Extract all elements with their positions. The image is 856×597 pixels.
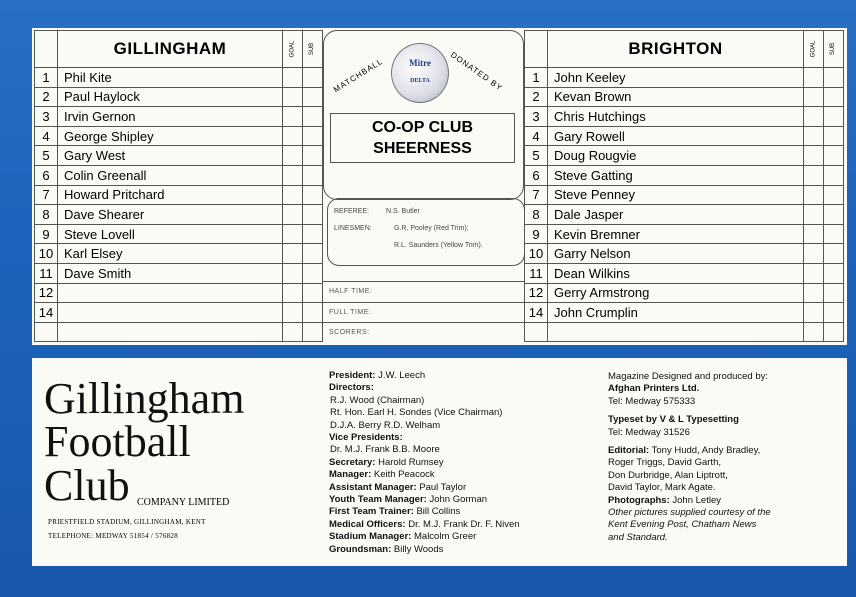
sub-cell bbox=[303, 283, 323, 303]
staff-name: Billy Woods bbox=[391, 543, 444, 555]
sub-cell bbox=[824, 165, 844, 185]
referee-label: REFEREE: bbox=[334, 208, 370, 215]
table-row bbox=[35, 68, 323, 88]
shirt-number bbox=[35, 322, 58, 342]
editorial-label: Editorial: bbox=[608, 445, 650, 457]
table-row bbox=[525, 224, 844, 244]
sub-cell bbox=[303, 322, 323, 342]
staff-name: Rt. Hon. Earl H. Sondes (Vice Chairman) bbox=[330, 407, 503, 419]
table-row bbox=[35, 283, 323, 303]
staff-role: Stadium Manager: bbox=[329, 531, 412, 543]
goal-cell bbox=[804, 205, 824, 225]
shirt-number: 7 bbox=[35, 185, 58, 205]
goal-cell bbox=[283, 303, 303, 323]
shirt-number: 6 bbox=[525, 165, 548, 185]
scorers-label: SCORERS: bbox=[329, 329, 370, 336]
staff-line bbox=[329, 494, 589, 506]
sub-cell bbox=[824, 322, 844, 342]
table-row bbox=[525, 205, 844, 225]
staff-name: J.W. Leech bbox=[375, 370, 426, 381]
table-row bbox=[525, 185, 844, 205]
sub-cell bbox=[303, 303, 323, 323]
sub-cell bbox=[303, 224, 323, 244]
table-row bbox=[35, 146, 323, 166]
sub-cell bbox=[303, 126, 323, 146]
table-row bbox=[525, 107, 844, 127]
other-pictures-2: Kent Evening Post, Chatham News bbox=[608, 519, 757, 531]
staff-role: Medical Officers: bbox=[329, 518, 406, 530]
editorial-names-3: Don Durbridge, Alan Liptrott, bbox=[608, 469, 728, 481]
goal-cell bbox=[804, 303, 824, 323]
player-name: Gerry Armstrong bbox=[548, 283, 804, 303]
goal-cell bbox=[283, 165, 303, 185]
staff-role: Secretary: bbox=[329, 456, 376, 468]
player-name: Kevin Bremner bbox=[548, 224, 804, 244]
shirt-number: 5 bbox=[35, 146, 58, 166]
staff-line bbox=[329, 482, 589, 494]
shirt-number: 3 bbox=[525, 107, 548, 127]
shirt-number: 11 bbox=[525, 263, 548, 283]
club-staff-list bbox=[329, 370, 589, 556]
staff-name: Bill Collins bbox=[413, 506, 461, 518]
table-row bbox=[35, 303, 323, 323]
staff-line bbox=[329, 370, 589, 382]
linesman-1: G.R. Pooley (Red Trim); bbox=[394, 225, 469, 232]
typeset-by: Typeset by V & L Typesetting bbox=[608, 414, 739, 426]
goal-cell bbox=[804, 146, 824, 166]
club-telephone: TELEPHONE: MEDWAY 51854 / 576828 bbox=[48, 532, 179, 540]
sub-cell bbox=[824, 205, 844, 225]
goal-cell bbox=[804, 126, 824, 146]
club-title-line-3: Club bbox=[44, 461, 130, 510]
shirt-number: 2 bbox=[525, 87, 548, 107]
sub-cell bbox=[303, 263, 323, 283]
printer-telephone: Tel: Medway 575333 bbox=[608, 395, 696, 407]
staff-name: Keith Peacock bbox=[371, 469, 435, 481]
shirt-number: 8 bbox=[525, 205, 548, 225]
donated-by-label: DONATED BY bbox=[448, 50, 505, 93]
sub-cell bbox=[824, 244, 844, 264]
shirt-number: 10 bbox=[525, 244, 548, 264]
sub-cell bbox=[824, 224, 844, 244]
table-row bbox=[525, 126, 844, 146]
sponsor-line-1: CO-OP CLUB bbox=[371, 119, 474, 136]
goal-cell bbox=[283, 205, 303, 225]
staff-line bbox=[329, 506, 589, 518]
shirt-number bbox=[525, 322, 548, 342]
sub-cell bbox=[303, 205, 323, 225]
shirt-number: 3 bbox=[35, 107, 58, 127]
goal-column-header: GOAL bbox=[283, 31, 303, 68]
shirt-number: 4 bbox=[525, 126, 548, 146]
sponsor-line-2: SHEERNESS bbox=[373, 140, 472, 157]
shirt-number: 14 bbox=[35, 303, 58, 323]
shirt-number: 1 bbox=[35, 68, 58, 88]
staff-line bbox=[329, 407, 589, 419]
editorial-names-4: David Taylor, Mark Agate. bbox=[608, 482, 716, 494]
company-limited: COMPANY LIMITED bbox=[137, 497, 230, 508]
player-name: Steve Penney bbox=[548, 185, 804, 205]
staff-role: Assistant Manager: bbox=[329, 481, 417, 493]
table-header-row bbox=[525, 31, 844, 68]
player-name: Kevan Brown bbox=[548, 87, 804, 107]
player-name bbox=[58, 322, 283, 342]
shirt-number: 2 bbox=[35, 87, 58, 107]
player-name: Steve Gatting bbox=[548, 165, 804, 185]
shirt-number: 12 bbox=[35, 283, 58, 303]
goal-cell bbox=[804, 244, 824, 264]
table-row bbox=[35, 263, 323, 283]
sub-cell bbox=[303, 165, 323, 185]
sub-cell bbox=[824, 263, 844, 283]
sub-cell bbox=[824, 283, 844, 303]
sub-cell bbox=[303, 244, 323, 264]
table-row bbox=[35, 244, 323, 264]
staff-line bbox=[329, 420, 589, 432]
goal-cell bbox=[283, 185, 303, 205]
magazine-credits bbox=[608, 371, 838, 544]
staff-role: Manager: bbox=[329, 469, 372, 481]
table-row bbox=[525, 146, 844, 166]
staff-line bbox=[329, 395, 589, 407]
shirt-number: 1 bbox=[525, 68, 548, 88]
table-row bbox=[525, 165, 844, 185]
photographs-label: Photographs: bbox=[608, 494, 670, 506]
shirt-number: 5 bbox=[525, 146, 548, 166]
goal-cell bbox=[804, 263, 824, 283]
designed-by-line: Magazine Designed and produced by: bbox=[608, 371, 769, 382]
club-title-line-1: Gillingham bbox=[44, 374, 245, 423]
full-time-label: FULL TIME: bbox=[329, 309, 372, 316]
matchball-label: MATCHBALL bbox=[331, 56, 385, 95]
match-details-panel bbox=[323, 30, 524, 343]
player-name bbox=[58, 283, 283, 303]
matchball-sponsor-box bbox=[323, 30, 524, 200]
staff-name: Paul Taylor bbox=[416, 481, 467, 493]
sub-cell bbox=[824, 87, 844, 107]
sub-cell bbox=[824, 107, 844, 127]
goal-cell bbox=[283, 263, 303, 283]
staff-line bbox=[329, 544, 589, 556]
sub-cell bbox=[824, 126, 844, 146]
editorial-names-2: Roger Triggs, David Garth, bbox=[608, 457, 721, 469]
goal-cell bbox=[804, 185, 824, 205]
player-name: Dave Shearer bbox=[58, 205, 283, 225]
goal-cell bbox=[283, 68, 303, 88]
player-name: Dale Jasper bbox=[548, 205, 804, 225]
player-name: Paul Haylock bbox=[58, 87, 283, 107]
sub-column-header: SUB bbox=[303, 31, 323, 68]
player-name: Doug Rougvie bbox=[548, 146, 804, 166]
editorial-names-1: Tony Hudd, Andy Bradley, bbox=[649, 445, 761, 457]
shirt-number: 6 bbox=[35, 165, 58, 185]
player-name: Dave Smith bbox=[58, 263, 283, 283]
goal-column-header: GOAL bbox=[804, 31, 824, 68]
table-row bbox=[525, 283, 844, 303]
table-row bbox=[35, 224, 323, 244]
table-row bbox=[525, 68, 844, 88]
player-name bbox=[58, 303, 283, 323]
staff-line bbox=[329, 444, 589, 456]
sub-cell bbox=[303, 146, 323, 166]
table-row bbox=[525, 87, 844, 107]
table-row bbox=[35, 126, 323, 146]
other-pictures-3: and Standard. bbox=[608, 531, 668, 543]
goal-cell bbox=[283, 322, 303, 342]
table-row bbox=[35, 165, 323, 185]
goal-cell bbox=[283, 87, 303, 107]
staff-line bbox=[329, 519, 589, 531]
divider bbox=[323, 281, 524, 282]
sponsor-name-box bbox=[330, 113, 515, 163]
goal-cell bbox=[804, 224, 824, 244]
shirt-number: 14 bbox=[525, 303, 548, 323]
divider bbox=[323, 322, 524, 323]
away-team-name: BRIGHTON bbox=[548, 31, 804, 68]
typeset-telephone: Tel: Medway 31526 bbox=[608, 426, 690, 438]
player-name: Gary West bbox=[58, 146, 283, 166]
number-column-header bbox=[525, 31, 548, 68]
staff-line bbox=[329, 531, 589, 543]
staff-name: Malcolm Greer bbox=[411, 531, 477, 543]
half-time-label: HALF TIME: bbox=[329, 288, 373, 295]
player-name: Garry Nelson bbox=[548, 244, 804, 264]
divider bbox=[323, 302, 524, 303]
home-team-table bbox=[34, 30, 323, 342]
table-header-row bbox=[35, 31, 323, 68]
table-row bbox=[35, 322, 323, 342]
player-name bbox=[548, 322, 804, 342]
club-address: PRIESTFIELD STADIUM, GILLINGHAM, KENT bbox=[48, 518, 206, 526]
goal-cell bbox=[283, 224, 303, 244]
shirt-number: 9 bbox=[35, 224, 58, 244]
player-name: George Shipley bbox=[58, 126, 283, 146]
referee-name: N.S. Butler bbox=[386, 208, 420, 215]
table-row bbox=[35, 185, 323, 205]
staff-line bbox=[329, 382, 589, 394]
player-name: Phil Kite bbox=[58, 68, 283, 88]
shirt-number: 11 bbox=[35, 263, 58, 283]
linesmen-label: LINESMEN: bbox=[334, 225, 372, 232]
goal-cell bbox=[283, 283, 303, 303]
goal-cell bbox=[804, 165, 824, 185]
staff-line bbox=[329, 432, 589, 444]
goal-cell bbox=[804, 87, 824, 107]
table-row bbox=[525, 244, 844, 264]
staff-name: Dr. M.J. Frank B.B. Moore bbox=[330, 444, 440, 456]
player-name: Karl Elsey bbox=[58, 244, 283, 264]
shirt-number: 10 bbox=[35, 244, 58, 264]
sub-cell bbox=[824, 146, 844, 166]
photographs-name: John Letley bbox=[669, 494, 721, 506]
goal-cell bbox=[283, 244, 303, 264]
linesman-2: R.L. Saunders (Yellow Trim). bbox=[394, 242, 483, 249]
home-team-name: GILLINGHAM bbox=[58, 31, 283, 68]
player-name: Colin Greenall bbox=[58, 165, 283, 185]
table-row bbox=[35, 87, 323, 107]
shirt-number: 8 bbox=[35, 205, 58, 225]
player-name: Chris Hutchings bbox=[548, 107, 804, 127]
sub-cell bbox=[303, 68, 323, 88]
match-officials-box bbox=[327, 198, 525, 266]
table-row bbox=[525, 263, 844, 283]
shirt-number: 7 bbox=[525, 185, 548, 205]
staff-line bbox=[329, 457, 589, 469]
shirt-number: 12 bbox=[525, 283, 548, 303]
shirt-number: 9 bbox=[525, 224, 548, 244]
player-name: Steve Lovell bbox=[58, 224, 283, 244]
goal-cell bbox=[804, 107, 824, 127]
number-column-header bbox=[35, 31, 58, 68]
staff-role: Directors: bbox=[329, 382, 374, 394]
sub-cell bbox=[303, 185, 323, 205]
goal-cell bbox=[283, 107, 303, 127]
staff-name: John Gorman bbox=[426, 494, 488, 506]
goal-cell bbox=[804, 283, 824, 303]
printer-name: Afghan Printers Ltd. bbox=[608, 383, 700, 395]
player-name: John Keeley bbox=[548, 68, 804, 88]
sub-cell bbox=[824, 303, 844, 323]
staff-role: First Team Trainer: bbox=[329, 506, 414, 518]
staff-name: R.J. Wood (Chairman) bbox=[330, 394, 425, 406]
goal-cell bbox=[804, 68, 824, 88]
staff-line bbox=[329, 469, 589, 481]
table-row bbox=[35, 205, 323, 225]
sub-cell bbox=[824, 68, 844, 88]
player-name: Irvin Gernon bbox=[58, 107, 283, 127]
player-name: Howard Pritchard bbox=[58, 185, 283, 205]
away-team-table bbox=[524, 30, 844, 342]
staff-role: President: bbox=[329, 370, 376, 381]
goal-cell bbox=[283, 146, 303, 166]
table-row bbox=[35, 107, 323, 127]
staff-name: Dr. M.J. Frank Dr. F. Niven bbox=[405, 518, 520, 530]
sub-column-header: SUB bbox=[824, 31, 844, 68]
staff-name: Harold Rumsey bbox=[375, 456, 444, 468]
goal-cell bbox=[804, 322, 824, 342]
club-title-line-2: Football bbox=[44, 417, 191, 466]
staff-role: Vice Presidents: bbox=[329, 432, 403, 444]
sub-cell bbox=[824, 185, 844, 205]
player-name: John Crumplin bbox=[548, 303, 804, 323]
staff-role: Youth Team Manager: bbox=[329, 494, 427, 506]
table-row bbox=[525, 322, 844, 342]
goal-cell bbox=[283, 126, 303, 146]
staff-name: D.J.A. Berry R.D. Welham bbox=[330, 419, 441, 431]
player-name: Dean Wilkins bbox=[548, 263, 804, 283]
player-name: Gary Rowell bbox=[548, 126, 804, 146]
table-row bbox=[525, 303, 844, 323]
shirt-number: 4 bbox=[35, 126, 58, 146]
mitre-ball-logo: Mitre DELTA bbox=[391, 43, 449, 103]
sub-cell bbox=[303, 107, 323, 127]
other-pictures-1: Other pictures supplied courtesy of the bbox=[608, 507, 771, 519]
sub-cell bbox=[303, 87, 323, 107]
staff-role: Groundsman: bbox=[329, 543, 392, 555]
